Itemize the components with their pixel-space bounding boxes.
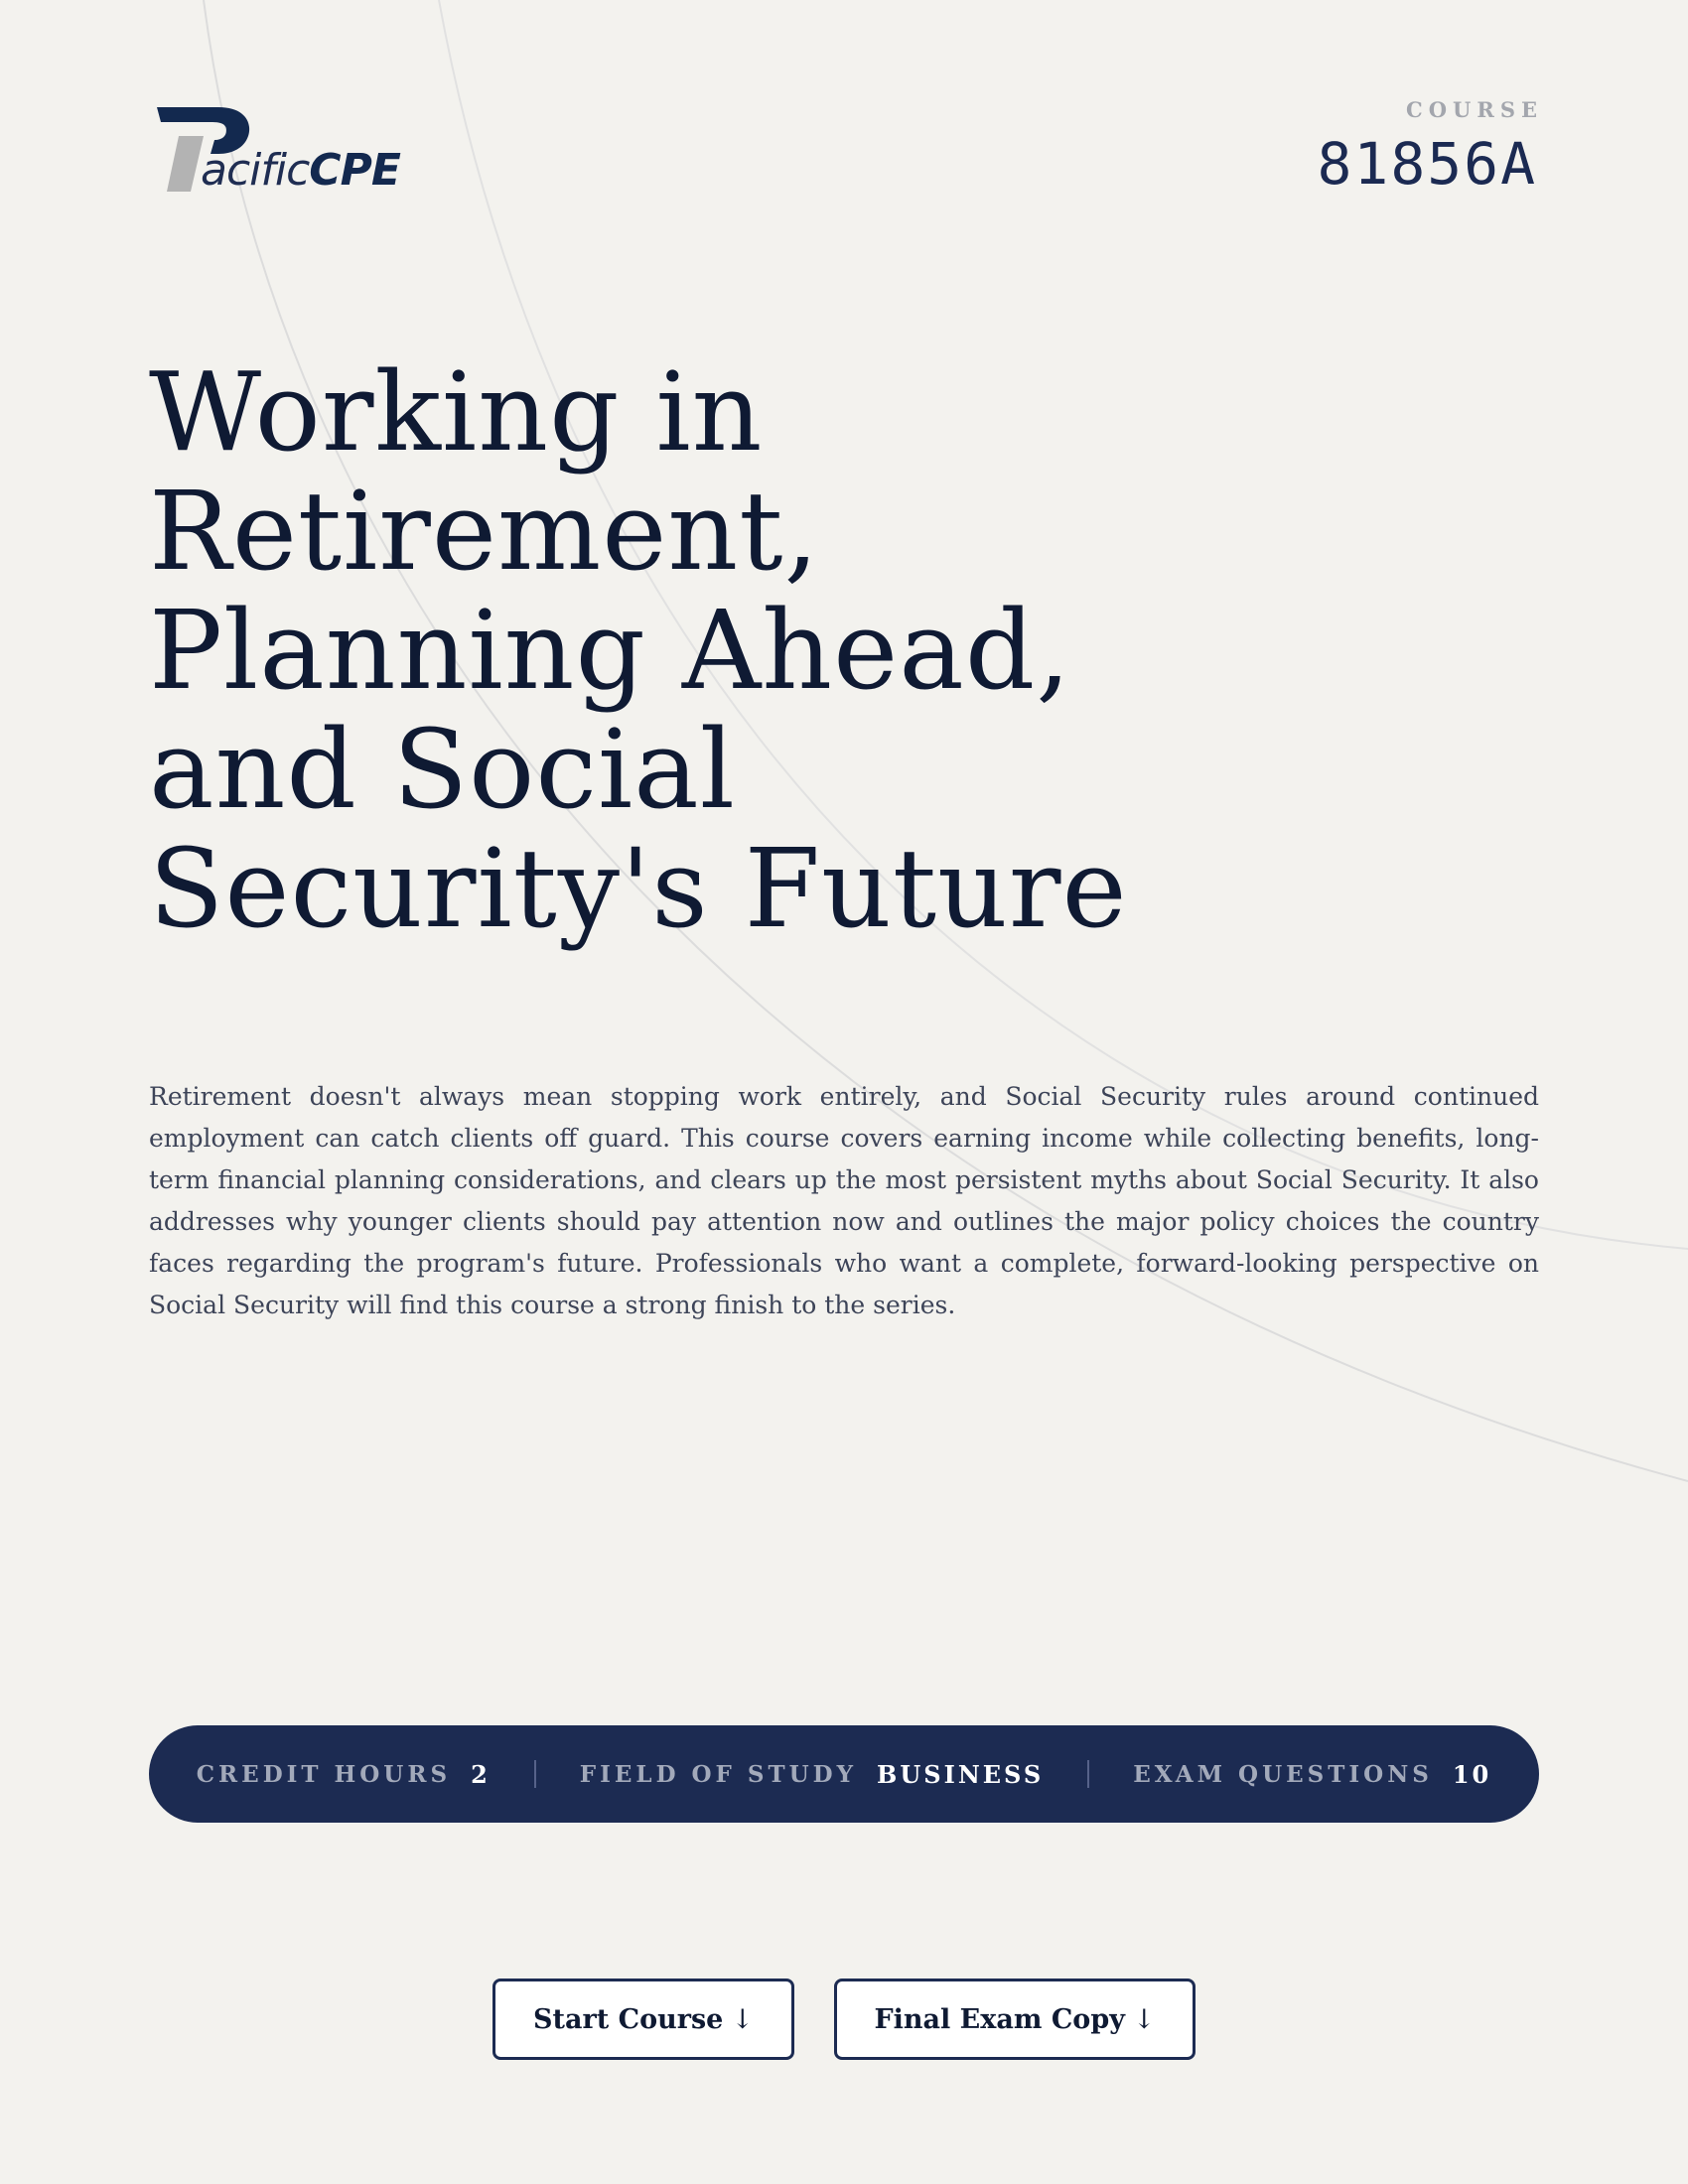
divider [1087,1760,1089,1788]
field-of-study-value: BUSINESS [877,1759,1045,1789]
credit-hours-label: CREDIT HOURS [196,1760,452,1788]
start-course-button[interactable] [492,1979,794,2060]
field-of-study-item [580,1760,1044,1789]
title-line: and Social [149,706,736,833]
title-line: Working in [149,348,764,476]
logo-text-soft: acific [201,145,310,196]
credit-hours-item [197,1760,491,1789]
logo-wordmark [201,146,400,196]
action-buttons [0,1979,1688,2060]
title-line: Security's Future [149,825,1128,952]
final-exam-copy-button[interactable] [834,1979,1196,2060]
course-description: Retirement doesn't always mean stopping work entirely, and Social Security rules around continued employment can catch clients off guard. This course covers earning income while collecting benefits, long-term financial planning considerations, and clears up the most persistent myths about Social Security. It also addresses why younger clients should pay attention now and outlines the major policy choices the country faces regarding the program's future. Professionals who want a complete, forward-looking perspective on Social Security will find this course a strong finish to the series. [149,1082,1539,1319]
exam-questions-value: 10 [1452,1759,1492,1789]
title-line: Planning Ahead, [149,587,1072,714]
title-line: Retirement, [149,468,820,595]
course-info-bar [149,1725,1539,1823]
arrow-down-icon: ↓ [1132,2003,1156,2035]
divider [534,1760,536,1788]
course-label: COURSE [1406,97,1543,122]
start-course-label: Start Course [533,2003,724,2035]
page-title [149,348,1241,952]
exam-questions-item [1133,1760,1491,1789]
exam-questions-label: EXAM QUESTIONS [1133,1760,1433,1788]
field-of-study-label: FIELD OF STUDY [579,1760,858,1788]
credit-hours-value: 2 [471,1759,491,1789]
pacific-cpe-logo [149,104,407,199]
logo-text-brand: CPE [309,145,400,196]
final-exam-copy-label: Final Exam Copy [874,2003,1125,2035]
course-code: 81856A [1317,130,1537,198]
course-id-block [1317,97,1543,198]
arrow-down-icon: ↓ [731,2003,754,2035]
